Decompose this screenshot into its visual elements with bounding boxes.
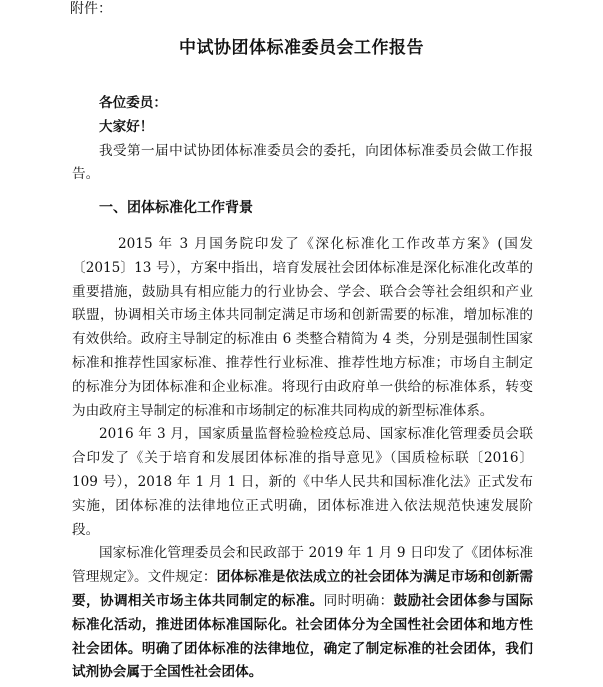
para3-connector: 同时明确： [323, 592, 394, 609]
section-heading: 一、团体标准化工作背景 [99, 200, 253, 217]
para3-definition: 团体标准是依法成立的社会团体为满足市场和创新需要，协调相关市场主体共同制定的标准。 [72, 569, 534, 609]
attachment-label: 附件： [70, 1, 112, 17]
salutation: 各位委员： [99, 95, 167, 111]
intro-paragraph: 我受第一届中试协团体标准委员会的委托，向团体标准委员会做工作报告。 [72, 142, 533, 183]
para3-lead: 国家标准化管理委员会和民政部于 2019 年 1 月 9 日印发了《团体标准管理规定》。文件规定： [72, 545, 533, 586]
paragraph-background: 2015 年 3 月国务院印发了《深化标准化工作改革方案》(国发〔2015〕13 号），方案中指出，培育发展社会团体标准是深化标准化改革的重要措施，鼓励具有相应能力的行业协会、学会、联合会等社会组织和产业联盟，协调相关市场主体共同制定满足市场和创新需要的标准，增加标准的有效供给。政府主导制定的标准由 6 类整合精简为 4 类，分别是强制性国家标准和推荐性国家标准、推荐性行业标准、推荐性地方标准；市场自主制定的标准分为团体标准和企业标准。将现行由政府单一供给的标准体系，转变为由政府主导制定的标准和市场制定的标准共同构成的新型标准体系。 [72, 235, 533, 419]
paragraph-2016: 2016 年 3 月，国家质量监督检验检疫总局、国家标准化管理委员会联合印发了《关于培育和发展团体标准的指导意见》（国质检标联〔2016〕109 号），2018 年 1 月 1 日，新的《中华人民共和国标准化法》正式发布实施，团体标准的法律地位正式明确，团体标准进入依法规范快速发展阶段。 [72, 426, 533, 538]
report-body [72, 92, 533, 685]
greeting: 大家好！ [99, 118, 154, 135]
paragraph-2019 [72, 542, 533, 685]
para3-clarification: 鼓励社会团体参与国际标准化活动，推进团体标准国际化。社会团体分为全国性社会团体和地方性社会团体。明确了团体标准的法律地位，确定了制定标准的社会团体，我们试剂协会属于全国性社会团体。 [72, 592, 534, 681]
page-title: 中试协团体标准委员会工作报告 [179, 38, 424, 58]
